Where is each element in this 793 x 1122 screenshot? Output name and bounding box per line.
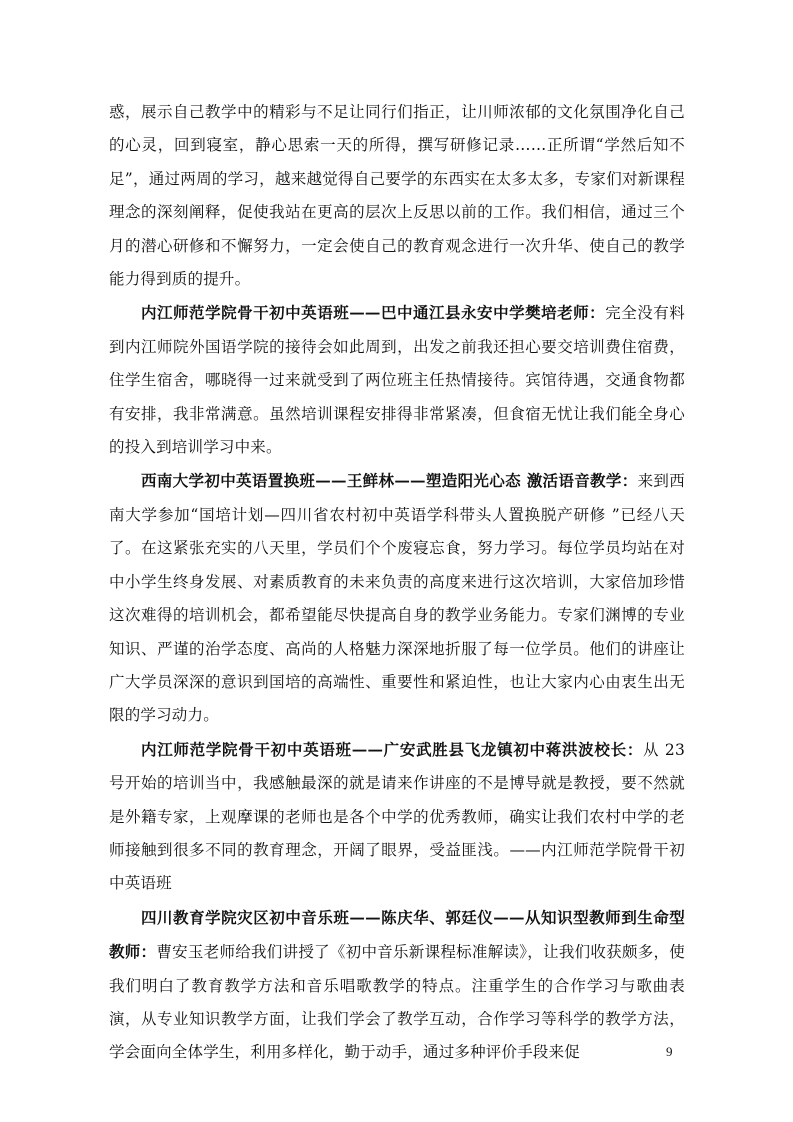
paragraph-text: 从 23 号开始的培训当中，我感触最深的就是请来作讲座的不是博导就是教授，要不然就是外籍专家，上观摩课的老师也是各个中学的优秀教师，确实让我们农村中学的老师接触到很多不同的教育理念，开阔了眼界，受益匪浅。——内江师范学院骨干初中英语班 <box>109 740 686 893</box>
paragraph-text: 惑，展示自己教学中的精彩与不足让同行们指正，让川师浓郁的文化氛围净化自己的心灵，回到寝室，静心思索一天的所得，撰写研修记录……正所谓“学然后知不足”，通过两周的学习，越来越觉得自己要学的东西实在太多太多，专家们对新课程理念的深刻阐释，促使我站在更高的层次上反思以前的工作。我们相信，通过三个月的潜心研修和不懈努力，一定会使自己的教育观念进行一次升华、使自己的教学能力得到质的提升。 <box>109 103 685 289</box>
page-number: 9 <box>666 1044 673 1059</box>
document-body <box>109 96 685 1070</box>
paragraph-text: 完全没有料到内江师院外国语学院的接待会如此周到，出发之前我还担心要交培训费住宿费，住学生宿舍，哪晓得一过来就受到了两位班主任热情接待。宾馆待遇，交通食物都有安排，我非常满意。虽然培训课程安排得非常紧凑，但食宿无忧让我们能全身心的投入到培训学习中来。 <box>109 304 685 457</box>
paragraph-testimonial-fan-pei <box>109 296 685 464</box>
paragraph-text: 来到西南大学参加“国培计划—四川省农村初中英语学科带头人置换脱产研修 ”已经八天了。在这紧张充实的八天里，学员们个个废寝忘食，努力学习。每位学员均站在对中小学生终身发展、对素质教育的未来负责的高度来进行这次培训，大家倍加珍惜这次难得的培训机会，都希望能尽快提高自身的教学业务能力。专家们渊博的专业知识、严谨的治学态度、高尚的人格魅力深深地折服了每一位学员。他们的讲座让广大学员深深的意识到国培的高端性、重要性和紧迫性，也让大家内心由衷生出无限的学习动力。 <box>109 472 685 725</box>
paragraph-lead: 西南大学初中英语置换班——王鲜林——塑造阳光心态 激活语音教学： <box>141 471 638 491</box>
paragraph-testimonial-jiang-hongbo <box>109 733 685 901</box>
paragraph-testimonial-wang-xianlin <box>109 464 685 732</box>
paragraph-continuation <box>109 96 685 296</box>
paragraph-lead: 内江师范学院骨干初中英语班——广安武胜县飞龙镇初中蒋洪波校长： <box>141 739 644 759</box>
paragraph-testimonial-chen-guo <box>109 901 685 1070</box>
paragraph-text: 曹安玉老师给我们讲授了《初中音乐新课程标准解读》，让我们收获颇多，使我们明白了教育教学方法和音乐唱歌教学的特点。注重学生的合作学习与歌曲表演，从专业知识教学方面，让我们学会了教学互动，合作学习等科学的教学方法，学会面向全体学生，利用多样化，勤于动手，通过多种评价手段来促 <box>109 943 685 1062</box>
paragraph-lead: 内江师范学院骨干初中英语班——巴中通江县永安中学樊培老师： <box>141 303 606 323</box>
paragraph-lead: 四川教育学院灾区初中音乐班——陈庆华、郭廷仪——从知识型教师到生命型教师： <box>109 907 685 962</box>
